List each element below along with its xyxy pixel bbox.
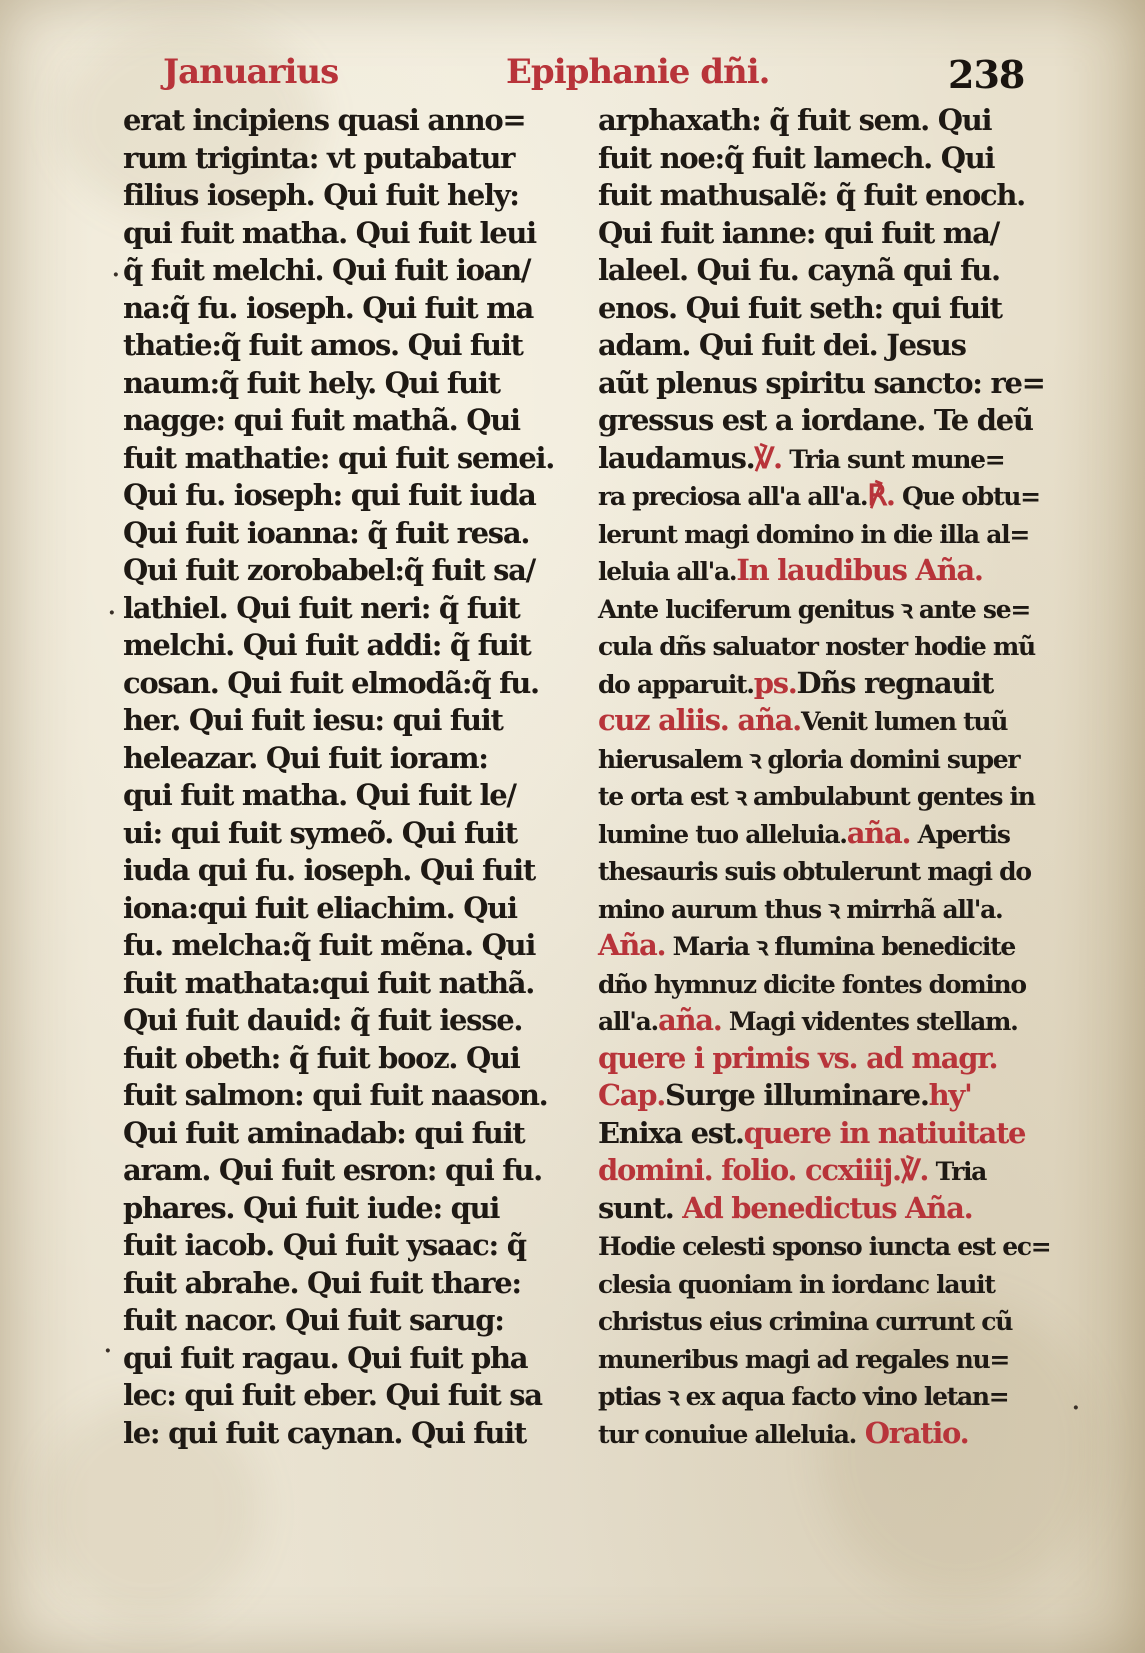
body-text: clesia quoniam in iordanc lauit	[598, 1269, 995, 1299]
right-column-line	[598, 890, 1048, 928]
left-column-line	[123, 1415, 573, 1453]
body-text: lumine tuo alleluia.	[598, 819, 847, 849]
body-text: gressus est a iordane. Te deũ	[598, 403, 1033, 437]
body-text: Dñs regnauit	[796, 665, 993, 700]
left-column-line	[123, 102, 573, 140]
body-text: lathiel. Qui fuit neri: q̃ fuit	[123, 590, 520, 625]
left-column-line	[123, 590, 573, 628]
right-column-line	[598, 1302, 1048, 1340]
body-text: Que obtu=	[894, 482, 1040, 511]
right-column-line	[598, 140, 1048, 178]
rubric-text: Ad benedictus Aña.	[673, 1190, 973, 1225]
right-column-line	[598, 1415, 1048, 1453]
left-column-line	[123, 965, 573, 1003]
body-text: Qui fuit zorobabel:q̃ fuit sa/	[123, 553, 535, 587]
right-column-line	[598, 1190, 1048, 1228]
running-head-month: Januarius	[163, 52, 339, 92]
left-column-line	[123, 1190, 573, 1228]
body-text: Tria	[928, 1157, 987, 1186]
body-text: adam. Qui fuit dei. Jesus	[598, 328, 966, 362]
left-column-line	[123, 890, 573, 928]
body-text: tur conuiue alleluia.	[598, 1419, 857, 1449]
right-column-line	[598, 1265, 1048, 1303]
body-text: enos. Qui fuit seth: qui fuit	[598, 290, 1002, 325]
body-text: Surge illuminare.	[665, 1078, 929, 1112]
right-column-line	[598, 515, 1048, 553]
left-column-line	[123, 777, 573, 815]
right-column-line	[598, 627, 1048, 665]
body-text: qui fuit matha. Qui fuit le/	[123, 778, 516, 812]
right-column-line	[598, 177, 1048, 215]
left-column-line	[123, 1265, 573, 1303]
body-text: Qui fuit ioanna: q̃ fuit resa.	[123, 515, 530, 550]
left-column-line	[123, 440, 573, 478]
body-text: fuit noe:q̃ fuit lamech. Qui	[598, 140, 995, 175]
body-text: fuit iacob. Qui fuit ysaac: q̃	[123, 1228, 526, 1262]
body-text: Magi videntes stellam.	[721, 1007, 1018, 1036]
right-column-line	[598, 665, 1048, 703]
left-column-line	[123, 290, 573, 328]
rubric-text: Aña.	[598, 928, 666, 962]
body-text: na:q̃ fu. ioseph. Qui fuit ma	[123, 290, 533, 325]
body-text: q̃ fuit melchi. Qui fuit ioan/	[123, 253, 531, 287]
left-column-line	[123, 140, 573, 178]
right-column-line	[598, 215, 1048, 253]
body-text: christus eius crimina currunt cũ	[598, 1307, 1013, 1336]
left-column-line	[123, 1077, 573, 1115]
body-text: arphaxath: q̃ fuit sem. Qui	[598, 103, 992, 137]
body-text: rum triginta: vt putabatur	[123, 140, 515, 175]
rubric-text: ℟.	[867, 478, 895, 512]
body-text: sunt.	[598, 1190, 674, 1225]
right-column-line	[598, 440, 1048, 478]
left-column-line	[123, 402, 573, 440]
body-text: qui fuit matha. Qui fuit leui	[123, 215, 536, 250]
right-column-line	[598, 1002, 1048, 1040]
left-column-line	[123, 665, 573, 703]
left-column-line	[123, 515, 573, 553]
body-text: fuit salmon: qui fuit naason.	[123, 1078, 548, 1112]
left-column-line	[123, 927, 573, 965]
body-text: iuda qui fu. ioseph. Qui fuit	[123, 853, 535, 887]
left-column-line	[123, 327, 573, 365]
body-text: Qui fuit aminadab: qui fuit	[123, 1115, 525, 1150]
right-column-line	[598, 927, 1048, 965]
body-text: laleel. Qui fu. caynã qui fu.	[598, 253, 1000, 287]
body-text: Enixa est.	[598, 1115, 744, 1150]
body-text: Hodie celesti sponso iuncta est ec=	[598, 1232, 1051, 1261]
right-column-line	[598, 965, 1048, 1003]
left-column-line	[123, 1340, 573, 1378]
left-column-line	[123, 1115, 573, 1153]
body-text: do apparuit.	[598, 669, 754, 699]
right-column-line	[598, 702, 1048, 740]
body-text: her. Qui fuit iesu: qui fuit	[123, 703, 503, 737]
left-column-line	[123, 1227, 573, 1265]
body-text: lerunt magi domino in die illa al=	[598, 519, 1029, 549]
right-column-line	[598, 290, 1048, 328]
body-text: hierusalem ꝛ gloria domini super	[598, 744, 1020, 774]
left-column-line	[123, 552, 573, 590]
right-column-line	[598, 552, 1048, 590]
left-column-line	[123, 252, 573, 290]
right-column-line	[598, 1377, 1048, 1415]
folio-number: 238	[948, 52, 1025, 97]
right-column-line	[598, 1115, 1048, 1153]
body-text: ptias ꝛ ex aqua facto vino letan=	[598, 1382, 1009, 1411]
body-text: dño hymnuz dicite fontes domino	[598, 969, 1026, 999]
body-text: thesauris suis obtulerunt magi do	[598, 857, 1031, 886]
body-text: fuit mathusalẽ: q̃ fuit enoch.	[598, 178, 1025, 212]
left-column-line	[123, 215, 573, 253]
body-text: filius ioseph. Qui fuit hely:	[123, 178, 519, 212]
body-text: thatie:q̃ fuit amos. Qui fuit	[123, 328, 523, 362]
body-text: leluia all'a.	[598, 557, 737, 586]
rubric-text: Oratio.	[856, 1415, 969, 1450]
right-column-line	[598, 777, 1048, 815]
left-column-line	[123, 177, 573, 215]
right-column-line	[598, 1340, 1048, 1378]
rubric-text: aña.	[846, 815, 911, 850]
left-column-line	[123, 702, 573, 740]
body-text: Qui fuit dauid: q̃ fuit iesse.	[123, 1003, 523, 1037]
left-column-line	[123, 477, 573, 515]
body-text: heleazar. Qui fuit ioram:	[123, 740, 488, 775]
body-text: Apertis	[910, 819, 1010, 849]
right-column-line	[598, 815, 1048, 853]
left-column-line	[123, 1302, 573, 1340]
body-text: muneribus magi ad regales nu=	[598, 1344, 1010, 1374]
right-column-line	[598, 1040, 1048, 1078]
right-column-line	[598, 402, 1048, 440]
left-column-line	[123, 1377, 573, 1415]
right-column-line	[598, 852, 1048, 890]
rubric-text: ℣.	[754, 440, 782, 475]
running-head-feast: Epiphanie dñi.	[506, 52, 770, 92]
right-column-line	[598, 1077, 1048, 1115]
left-column-line	[123, 627, 573, 665]
body-text: nagge: qui fuit mathã. Qui	[123, 403, 520, 437]
right-column-line	[598, 1227, 1051, 1265]
left-column-line	[123, 815, 573, 853]
body-text: Qui fu. ioseph: qui fuit iuda	[123, 478, 536, 512]
body-text: erat incipiens quasi anno=	[123, 103, 526, 137]
body-text: fuit mathata:qui fuit nathã.	[123, 965, 535, 1000]
margin-mark: ·	[108, 600, 116, 626]
right-column-line	[598, 365, 1048, 403]
rubric-text: hy'	[928, 1078, 972, 1112]
body-text: fu. melcha:q̃ fuit mẽna. Qui	[123, 928, 536, 962]
left-column-line	[123, 1002, 573, 1040]
left-text-column	[123, 102, 573, 1452]
margin-mark: ·	[1072, 1395, 1080, 1421]
margin-mark: ·	[112, 262, 120, 288]
rubric-text: In laudibus Aña.	[736, 553, 983, 587]
body-text: Venit lumen tuũ	[800, 707, 1008, 736]
left-column-line	[123, 1152, 573, 1190]
right-column-line	[598, 102, 1048, 140]
body-text: lec: qui fuit eber. Qui fuit sa	[123, 1378, 542, 1412]
body-text: phares. Qui fuit iude: qui	[123, 1190, 500, 1225]
body-text: fuit nacor. Qui fuit sarug:	[123, 1303, 504, 1337]
rubric-text: domini. folio. ccxiiij.	[598, 1153, 901, 1187]
body-text: laudamus.	[598, 440, 755, 475]
body-text: Tria sunt mune=	[781, 444, 1005, 474]
body-text: aũt plenus spiritu sancto: re=	[598, 365, 1045, 400]
right-column-line	[598, 590, 1048, 628]
body-text: iona:qui fuit eliachim. Qui	[123, 890, 517, 925]
rubric-text: quere in natiuitate	[743, 1115, 1026, 1150]
body-text: cosan. Qui fuit elmodã:q̃ fu.	[123, 665, 539, 700]
rubric-text: Cap.	[598, 1078, 666, 1112]
body-text: te orta est ꝛ ambulabunt gentes in	[598, 782, 1035, 811]
right-column-line	[598, 327, 1048, 365]
margin-mark: ·	[104, 1338, 112, 1364]
body-text: fuit mathatie: qui fuit semei.	[123, 440, 555, 475]
right-column-line	[598, 477, 1048, 515]
right-column-line	[598, 252, 1048, 290]
body-text: ui: qui fuit symeõ. Qui fuit	[123, 815, 517, 850]
rubric-text: cuz aliis. aña.	[598, 703, 801, 737]
right-text-column	[598, 102, 1051, 1452]
right-column-line	[598, 740, 1048, 778]
body-text: melchi. Qui fuit addi: q̃ fuit	[123, 628, 531, 662]
left-column-line	[123, 852, 573, 890]
left-column-line	[123, 740, 573, 778]
rubric-text: ps.	[753, 665, 797, 700]
body-text: Maria ꝛ flumina benedicite	[665, 932, 1015, 961]
right-column-line	[598, 1152, 1048, 1190]
body-text: cula dñs saluator noster hodie mũ	[598, 632, 1035, 661]
rubric-text: ℣.	[900, 1153, 929, 1187]
rubric-text: quere i primis vs. ad magr.	[598, 1040, 998, 1075]
body-text: all'a.	[598, 1007, 658, 1036]
body-text: aram. Qui fuit esron: qui fu.	[123, 1153, 542, 1187]
rubric-text: aña.	[657, 1003, 722, 1037]
body-text: qui fuit ragau. Qui fuit pha	[123, 1340, 528, 1375]
body-text: le: qui fuit caynan. Qui fuit	[123, 1415, 526, 1450]
body-text: mino aurum thus ꝛ mirrhã all'a.	[598, 894, 1003, 924]
body-text: naum:q̃ fuit hely. Qui fuit	[123, 365, 500, 400]
body-text: Ante luciferum genitus ꝛ ante se=	[598, 594, 1030, 624]
left-column-line	[123, 365, 573, 403]
body-text: Qui fuit ianne: qui fuit ma/	[598, 215, 999, 250]
left-column-line	[123, 1040, 573, 1078]
body-text: fuit abrahe. Qui fuit thare:	[123, 1265, 521, 1300]
body-text: ra preciosa all'a all'a.	[598, 482, 868, 511]
body-text: fuit obeth: q̃ fuit booz. Qui	[123, 1040, 520, 1075]
